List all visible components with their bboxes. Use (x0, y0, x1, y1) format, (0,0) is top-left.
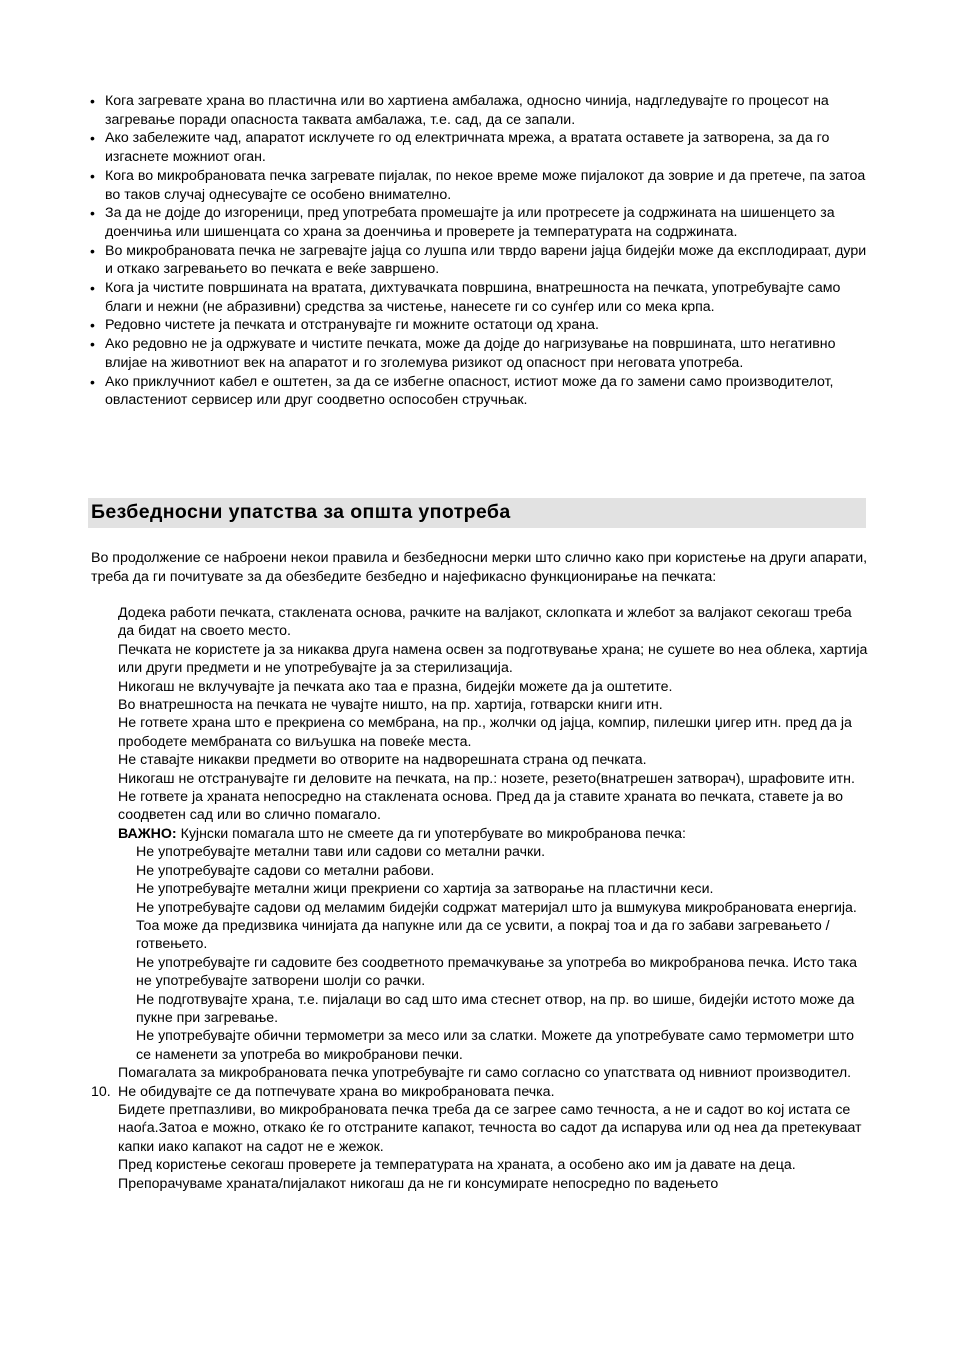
bullet-item: • Кога во микробрановата печка загревате пијалак, по некое време може пијалокот да зоврие и да претече, па затоа во таков случај однесувајте се особено внимателно. (88, 167, 868, 204)
safety-bullet-list (88, 92, 868, 410)
rule-item: Печката не користете ја за никаква друга намена освен за подготвување храна; не сушете во неа облека, хартија или други предмети и не употребувајте ја за стерилизација. (118, 641, 868, 677)
bullet-item: • Кога загревате храна во пластична или во хартиена амбалажа, односно чинија, надгледувајте го процесот на загревање поради опасноста таквата амбалажа, т.е. сад, да се запали. (88, 92, 868, 129)
rule-10-a: Не обидувајте се да потпечувате храна во микробрановата печка. (118, 1083, 555, 1100)
important-after: Помагалата за микробрановата печка употребувајте ги само согласно со упатствата од нивниот производител. (118, 1065, 852, 1082)
section-heading-text: Безбедносни упатства за општа употреба (91, 501, 511, 523)
rule-item: Во внатрешноста на печката не чувајте ништо, на пр. хартија, готварски книги итн. (118, 697, 663, 714)
rule-item: Никогаш не отстранувајте ги деловите на печката, на пр.: нозете, резето(внатрешен затворач), шрафовите итн. (118, 770, 855, 787)
rule-item: Додека работи печката, стаклената основа, рачките на валјакот, склопката и жлебот за валјакот секогаш треба да бидат на своето место. (118, 605, 852, 640)
bullet-item: • Ако редовно не ја одржувате и чистите печката, може да дојде до нагризување на површината, што негативно влијае на животниот век на апаратот и го зголемува ризикот од опасност при неговата употреба. (88, 335, 868, 372)
rule-item-10 (91, 1083, 871, 1193)
rule-item-important (91, 825, 871, 1083)
sub-item: Не употребувајте ги садовите без соодветното премачкување за употреба во микробранова печка. Исто така не употребувајте затворени шолји со рачки. (136, 954, 858, 990)
important-label: ВАЖНО: (118, 825, 177, 842)
rule-item: Не гответе храна што е прекриена со мембрана, на пр., жолчки од јајца, компир, пилешки џигер итн. пред да ја прободете мембраната со виљушка на повеќе места. (118, 715, 852, 750)
section-heading (88, 498, 866, 528)
sub-item: Не употребувајте садови со метални рабови. (136, 862, 435, 879)
sub-item: Не употребувајте обични термометри за месо или за слатки. Можете да употребувате само термометри што се наменети за употреба во микробранови печки. (136, 1028, 854, 1063)
sub-item: Не употребувајте садови од меламим бидејќи содржат материјал што ја вшмукува микробрановата енергија. Тоа може да предизвика чинијата да напукне или да се усвити, а покрај тоа и да го забави загревањето / готвењето. (136, 899, 857, 953)
important-sublist (118, 843, 871, 1064)
bullet-item: • За да не дојде до изгореници, пред употребата промешајте ја или протресете ја содржината на шишенцето за доенчиња или шишенцата со храна за доенчиња и проверете ја температурата на содржината. (88, 204, 868, 241)
sub-item: Не подготвувајте храна, т.е. пијалаци во сад што има стеснет отвор, на пр. во шише, бидејќи истото може да пукне при загревање. (136, 991, 855, 1026)
bullet-item: • Ако приклучниот кабел е оштетен, за да се избегне опасност, истиот може да го замени само производителот, овластениот сервисер или друг соодветно оспособен стручњак. (88, 373, 868, 410)
sub-item: Не употребувајте метални жици прекриени со хартија за затворање на пластични кеси. (136, 881, 714, 898)
rule-item: Не ставајте никакви предмети во отворите на надворешната страна од печката. (118, 752, 647, 769)
important-text: Кујнски помагала што не смеете да ги употербувате во микробранова печка: (176, 825, 686, 842)
section-intro: Во продолжение се наброени некои правила и безбедносни мерки што слично како при користење на други апарати, треба да ги почитувате за да обезбедите безбедно и најефикасно функционирање на печката: (91, 550, 868, 585)
sub-item: Не употребувајте метални тави или садови со метални рачки. (136, 844, 546, 861)
bullet-item: • Ако забележите чад, апаратот исклучете го од електричната мрежа, а вратата оставете ја затворена, за да го изгаснете можниот оган. (88, 129, 868, 166)
rule-10-c: Пред користење секогаш проверете ја температурата на храната, а особено ако им ја давате на деца. Препорачуваме храната/пијалакот никогаш да не ги консумирате непосредно по вадењето (118, 1157, 796, 1192)
rule-10-b: Бидете претпазливи, во микробрановата печка треба да се загрее само течноста, а не и садот во кој истата се наоѓа.Затоа е можно, откако ќе го отстраните капакот, течноста во садот да испарува или од неа да претекуваат капки иако капакот на садот не е жежок. (118, 1101, 862, 1155)
rules-list (91, 604, 871, 1193)
rule-item: Не гответе ја храната непосредно на стаклената основа. Пред да ја ставите храната во печката, ставете ја во соодветен сад или во слично помагало. (118, 789, 844, 824)
rule-item: Никогаш не вклучувајте ја печката ако таа е празна, бидејќи можете да ја оштетите. (118, 678, 673, 695)
bullet-item: • Редовно чистете ја печката и отстранувајте ги можните остатоци од храна. (88, 316, 868, 335)
bullet-item: • Во микробрановата печка не загревајте јајца со лушпа или тврдо варени јајца бидејќи може да експлодираат, дури и откако загревањето во печката е веќе завршено. (88, 242, 868, 279)
bullet-item: • Кога ја чистите површината на вратата, дихтувачката површина, внатрешноста на печката, употребувајте само благи и нежни (не абразивни) средства за чистење, нанесете ги со сунѓер или со мека крпа. (88, 279, 868, 316)
rule-number: 10. (91, 1083, 111, 1100)
